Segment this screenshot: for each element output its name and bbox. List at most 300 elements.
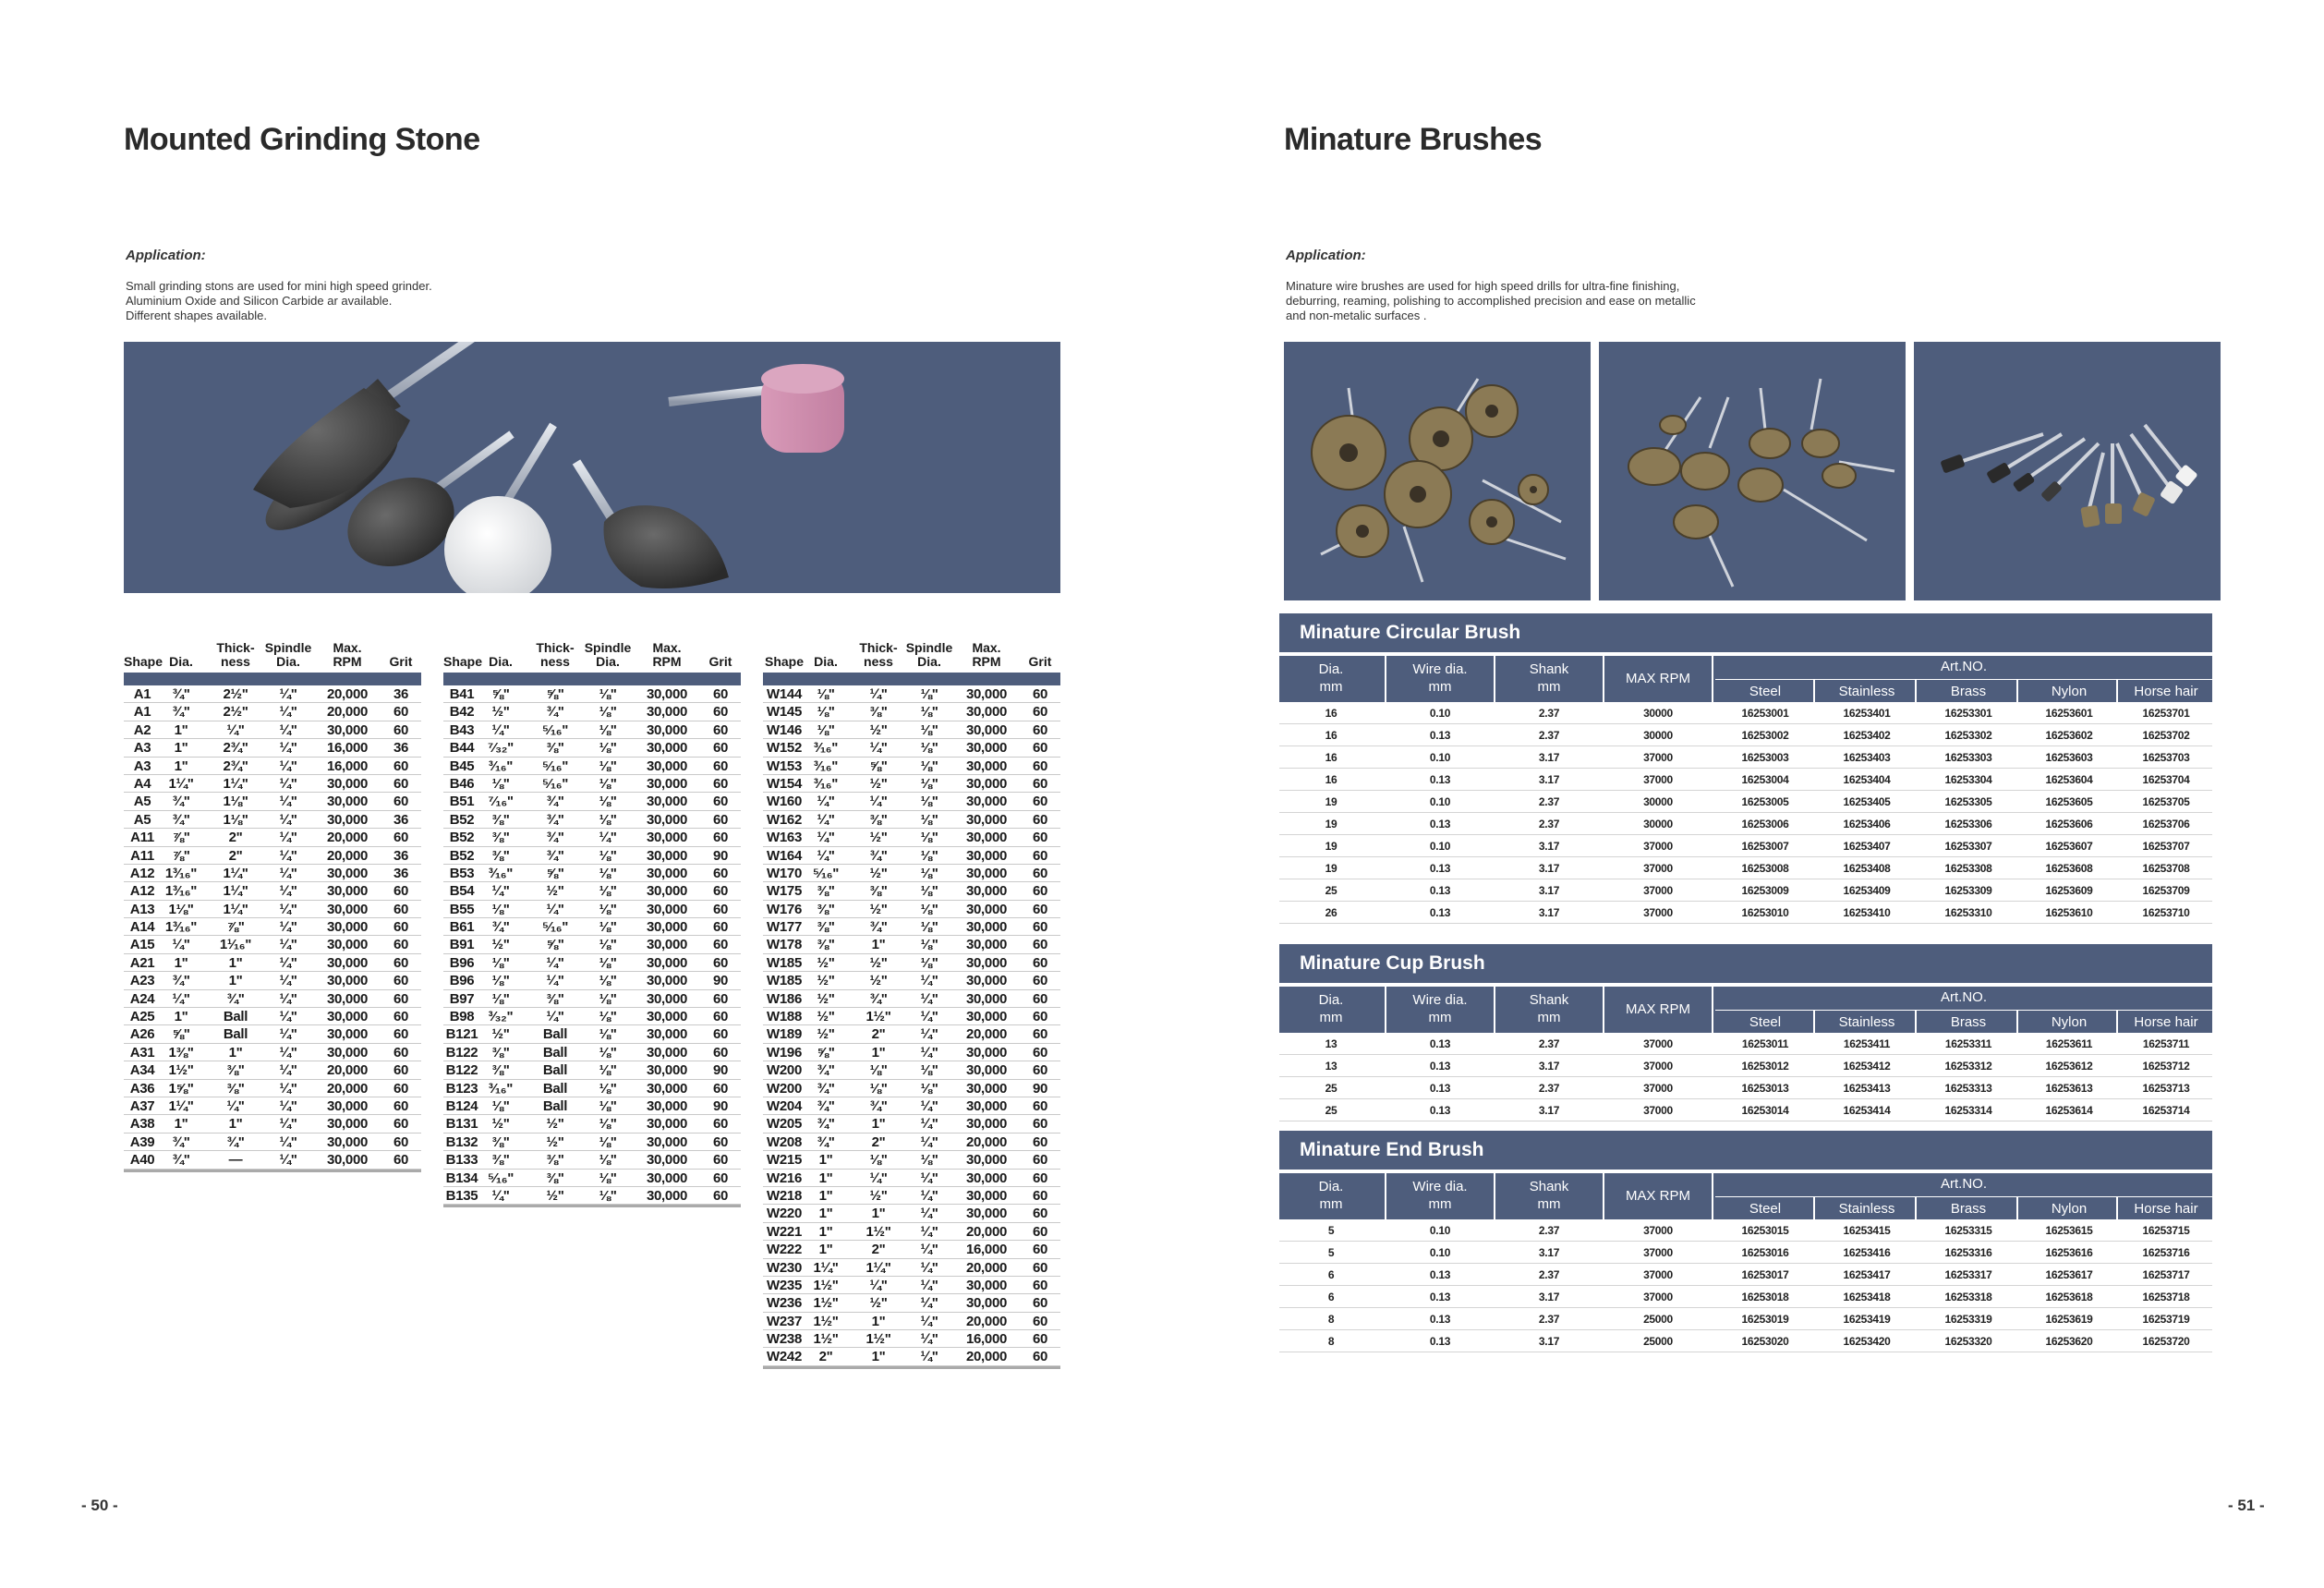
cell-dia: 19 [1325,795,1338,808]
col-rpm [959,641,1014,669]
cell-wire-dia: 0.13 [1429,1268,1451,1281]
cell-steel: 16253015 [1741,1224,1789,1237]
cell-spindle-dia: ⅛" [599,901,617,917]
header-divider [1715,1010,2212,1011]
cell-max-rpm: 30,000 [965,1170,1008,1186]
cell-grit: 60 [393,1009,409,1025]
cell-grit: 60 [393,1062,409,1079]
cell-grit: 60 [1032,811,1048,828]
cell-dia: ¾" [817,1097,835,1114]
cell-spindle-dia: ¼" [279,973,297,989]
circular-brush-section [1279,613,2212,924]
cell-dia: ¾" [817,1116,835,1133]
cell-shape: A2 [133,721,151,738]
table-row [763,811,1060,829]
section-title: Minature End Brush [1279,1131,2212,1170]
cell-nylon: 16253601 [2045,707,2093,720]
cell-thickness: ¼" [546,1009,564,1025]
cell-max-rpm: 30,000 [965,740,1008,757]
cell-shape: A12 [129,865,155,881]
cell-grit: 60 [1032,954,1048,971]
header-divider [1915,1196,1917,1219]
cell-thickness: ¼" [546,954,564,971]
cell-dia: ½" [491,1116,510,1133]
cell-dia: 1" [174,1116,188,1133]
cell-max-rpm: 37000 [1643,1246,1673,1259]
cell-grit: 60 [1032,1026,1048,1043]
cell-dia: 16 [1325,729,1338,742]
header-shank2: mm [1537,1196,1561,1212]
cell-dia: 1½" [813,1277,839,1293]
cell-spindle-dia: ¼" [279,1152,297,1169]
header-steel: Steel [1749,1014,1782,1030]
table-row [763,990,1060,1008]
table-row [443,811,741,829]
table-row [763,739,1060,757]
cell-grit: 60 [1032,1044,1048,1061]
cell-stainless: 16253409 [1843,884,1891,897]
cell-spindle-dia: ⅛" [599,919,617,936]
cell-spindle-dia: ⅛" [599,1170,617,1186]
cell-max-rpm: 30,000 [646,1009,688,1025]
cell-grit: 60 [1032,1152,1048,1169]
cell-dia: 8 [1327,1335,1335,1348]
cell-spindle-dia: ¼" [279,740,297,757]
header-shank1: Shank [1529,1179,1569,1194]
cell-dia: ¾" [817,1133,835,1150]
cell-shape: W205 [767,1116,802,1133]
cell-thickness: 1⅛" [223,811,248,828]
cell-nylon: 16253609 [2045,884,2093,897]
table-row [763,1044,1060,1061]
cell-thickness: ¾" [869,990,888,1007]
grinding-table-a-series [124,632,421,1172]
cell-max-rpm: 30,000 [326,954,369,971]
cell-shape: W237 [767,1313,802,1329]
cell-max-rpm: 30,000 [965,1062,1008,1079]
cell-thickness: 1" [871,1116,886,1133]
cell-dia: ¼" [491,721,510,738]
cell-max-rpm: 30,000 [646,937,688,953]
cell-shape: B135 [445,1187,478,1204]
table-row [763,1294,1060,1312]
table-row [443,1097,741,1115]
header-brass: Brass [1950,684,1987,699]
cell-dia: 25 [1325,884,1338,897]
cell-shank: 2.37 [1538,795,1560,808]
cell-max-rpm: 30,000 [965,1097,1008,1114]
cell-thickness: 1¼" [223,901,248,917]
cell-thickness: ½" [869,721,888,738]
cell-brass: 16253309 [1944,884,1992,897]
table-row [763,721,1060,739]
cell-dia: 1⅜" [168,1044,194,1061]
cell-steel: 16253010 [1741,906,1789,919]
cell-thickness: 1" [871,1313,886,1329]
cell-thickness: ⅜" [869,704,888,721]
cell-stainless: 16253408 [1843,862,1891,875]
cell-dia: ⅜" [491,847,510,864]
cell-dia: ¼" [817,811,835,828]
cell-shape: W177 [767,919,802,936]
cell-dia: 1" [174,758,188,774]
col-shape: Shape [764,654,804,669]
cell-dia: 16 [1325,751,1338,764]
cell-max-rpm: 30,000 [965,973,1008,989]
cell-stainless: 16253401 [1843,707,1891,720]
header-divider [1385,1173,1386,1219]
header-divider [2116,1196,2118,1219]
cell-nylon: 16253612 [2045,1060,2093,1073]
cell-spindle-dia: ⅛" [920,1062,938,1079]
table-row [763,1170,1060,1187]
header-band [763,673,1060,685]
table-header [124,632,421,671]
cell-spindle-dia: ¼" [279,901,297,917]
cell-grit: 60 [393,1044,409,1061]
table-row [763,1223,1060,1241]
col-dia: Dia. [489,654,513,669]
cell-dia: ⅞" [172,830,190,846]
cell-nylon: 16253611 [2045,1037,2093,1050]
cell-dia: 1½" [813,1313,839,1329]
cell-grit: 60 [393,758,409,774]
cell-grit: 60 [393,1026,409,1043]
cell-spindle-dia: ⅛" [599,1097,617,1114]
cell-shape: W189 [767,1026,802,1043]
table-row [124,1044,421,1061]
cell-shape: B97 [449,990,475,1007]
header-divider [1385,656,1386,702]
cell-brass: 16253316 [1944,1246,1992,1259]
header-dia1: Dia. [1318,1179,1344,1194]
cell-max-rpm: 30,000 [965,758,1008,774]
cell-spindle-dia: ⅛" [920,901,938,917]
cell-max-rpm: 30,000 [646,919,688,936]
cell-shape: W188 [767,1009,802,1025]
cell-grit: 60 [393,883,409,900]
cell-grit: 60 [393,954,409,971]
cell-steel: 16253013 [1741,1082,1789,1095]
cell-thickness: ½" [869,1187,888,1204]
cell-spindle-dia: ⅛" [599,937,617,953]
cell-spindle-dia: ¼" [279,1080,297,1097]
table-row [443,1170,741,1187]
table-row [443,685,741,703]
header-brass: Brass [1950,1014,1987,1030]
cell-thickness: ¼" [546,973,564,989]
cell-shape: B132 [445,1133,478,1150]
cell-max-rpm: 30,000 [646,1152,688,1169]
cell-stainless: 16253416 [1843,1246,1891,1259]
cell-thickness: ½" [546,1187,564,1204]
cell-shape: W216 [767,1170,802,1186]
cell-max-rpm: 20,000 [326,686,369,702]
cell-thickness: 1" [228,1044,243,1061]
table-row [763,865,1060,882]
cell-dia: 1" [174,721,188,738]
cell-dia: ½" [817,1026,835,1043]
cell-steel: 16253009 [1741,884,1789,897]
table-row [443,1133,741,1151]
cell-thickness: ⅝" [546,865,564,881]
cell-thickness: 1" [871,937,886,953]
col-thickness-line2: ness [221,654,250,669]
table-row [763,1008,1060,1025]
cell-dia: ³⁄₁₆" [813,758,839,774]
page-number-right: - 51 - [2228,1497,2265,1514]
header-wire1: Wire dia. [1412,1179,1468,1194]
cell-max-rpm: 30,000 [965,954,1008,971]
cell-grit: 60 [712,740,729,757]
cell-shape: A1 [133,704,151,721]
header-dia2: mm [1319,1196,1343,1212]
cell-brass: 16253318 [1944,1291,1992,1303]
cell-grit: 60 [393,1097,409,1114]
cell-steel: 16253016 [1741,1246,1789,1259]
cell-max-rpm: 37000 [1643,862,1673,875]
cell-spindle-dia: ⅛" [599,794,617,810]
cell-thickness: Ball [542,1044,568,1061]
cell-dia: ¾" [172,794,190,810]
header-stainless: Stainless [1838,1014,1895,1030]
table-row [124,829,421,846]
table-bottom-rule [124,1170,421,1172]
cell-shape: A11 [130,830,154,846]
table-row [124,721,421,739]
table-row [443,1044,741,1061]
col-rpm-line2: RPM [333,654,362,669]
cell-stainless: 16253411 [1843,1037,1891,1050]
header-divider [2116,1010,2118,1033]
cell-dia: ⅛" [491,954,510,971]
cell-shank: 3.17 [1538,862,1560,875]
table-row [763,1187,1060,1205]
cell-shape: W185 [767,954,802,971]
cell-nylon: 16253613 [2045,1082,2093,1095]
cell-grit: 60 [393,704,409,721]
cell-dia: ⅛" [491,990,510,1007]
cell-dia: 1¼" [168,775,194,792]
cell-dia: 5 [1327,1224,1335,1237]
header-wire2: mm [1428,1196,1452,1212]
cell-steel: 16253017 [1741,1268,1789,1281]
col-thickness-line1: Thick- [859,640,898,655]
cell-spindle-dia: ¼" [279,1009,297,1025]
cell-shank: 3.17 [1538,840,1560,853]
table-row [443,1061,741,1079]
cell-horse-hair: 16253704 [2142,773,2190,786]
table-row [443,1115,741,1133]
cell-dia: ⅜" [491,1133,510,1150]
cell-shank: 3.17 [1538,1335,1560,1348]
cell-spindle-dia: ¼" [279,1062,297,1079]
cell-shape: B91 [449,937,475,953]
cell-max-rpm: 30,000 [326,775,369,792]
end-brush-photo [1914,342,2221,600]
cell-nylon: 16253620 [2045,1335,2093,1348]
cell-dia: ⅜" [491,1152,510,1169]
cell-shape: B133 [445,1152,478,1169]
cell-thickness: ⅛" [869,1080,888,1097]
cell-shape: B96 [449,954,475,971]
application-line: Small grinding stons are used for mini high speed grinder. [126,279,432,293]
cell-max-rpm: 30,000 [965,1277,1008,1293]
table-row [763,918,1060,936]
cell-wire-dia: 0.10 [1429,707,1451,720]
cell-spindle-dia: ¼" [920,973,938,989]
cell-grit: 60 [1032,1242,1048,1258]
table-body [763,685,1060,1366]
table-row [124,882,421,900]
cell-dia: ⅞" [172,847,190,864]
cell-grit: 60 [1032,740,1048,757]
cell-thickness: ⅜" [869,811,888,828]
col-grit: Grit [389,654,413,669]
table-row [443,936,741,953]
cell-steel: 16253005 [1741,795,1789,808]
cell-dia: ⅝" [172,1026,190,1043]
table-row [443,1025,741,1043]
table-row [1279,1033,2212,1055]
cell-thickness: ¼" [226,1097,245,1114]
cell-shape: A1 [133,686,151,702]
grinding-table-b-series [443,632,741,1207]
cell-spindle-dia: ⅛" [599,1187,617,1204]
cell-spindle-dia: ¼" [279,704,297,721]
cell-brass: 16253317 [1944,1268,1992,1281]
header-brass: Brass [1950,1201,1987,1217]
cell-nylon: 16253602 [2045,729,2093,742]
cell-grit: 60 [712,990,729,1007]
cell-grit: 60 [712,865,729,881]
table-row [443,901,741,918]
cell-nylon: 16253605 [2045,795,2093,808]
cell-thickness: 1¼" [223,865,248,881]
cell-dia: ½" [817,1009,835,1025]
cell-max-rpm: 20,000 [965,1313,1008,1329]
table-row [124,918,421,936]
cell-shank: 3.17 [1538,751,1560,764]
cell-nylon: 16253615 [2045,1224,2093,1237]
header-divider [1813,679,1815,702]
cell-thickness: ⅜" [226,1080,245,1097]
cell-max-rpm: 30,000 [965,1044,1008,1061]
cell-shape: W144 [767,686,802,702]
cell-grit: 60 [393,1080,409,1097]
table-row [763,793,1060,810]
cell-shape: A3 [133,758,151,774]
cell-max-rpm: 30,000 [965,811,1008,828]
cell-max-rpm: 20,000 [326,704,369,721]
cell-thickness: ¾" [869,847,888,864]
cell-dia: 1" [818,1242,833,1258]
cell-shape: W222 [767,1242,802,1258]
cell-nylon: 16253618 [2045,1291,2093,1303]
cell-shape: B46 [449,775,475,792]
cell-dia: 1" [818,1170,833,1186]
cell-shape: A34 [129,1062,155,1079]
col-thickness-line2: ness [864,654,893,669]
cell-spindle-dia: ⅛" [599,775,617,792]
cell-shank: 3.17 [1538,1291,1560,1303]
cell-max-rpm: 30,000 [326,1044,369,1061]
cell-stainless: 16253404 [1843,773,1891,786]
cell-shape: A31 [129,1044,155,1061]
table-row [443,829,741,846]
cell-shape: W175 [767,883,802,900]
cell-spindle-dia: ⅛" [920,794,938,810]
cell-grit: 60 [1032,1331,1048,1348]
cell-max-rpm: 30,000 [646,686,688,702]
cell-grit: 60 [712,1009,729,1025]
page-number-left: - 50 - [81,1497,118,1514]
table-row [1279,791,2212,813]
table-row [443,990,741,1008]
cell-thickness: 2" [871,1133,886,1150]
cell-dia: ¼" [491,883,510,900]
table-row [124,775,421,793]
cell-max-rpm: 30,000 [646,740,688,757]
col-spindle-line2: Dia. [917,654,941,669]
cell-dia: ⁵⁄₁₆" [812,865,840,881]
cell-wire-dia: 0.13 [1429,862,1451,875]
cell-dia: ⅜" [491,1044,510,1061]
cell-spindle-dia: ⅛" [920,704,938,721]
cell-spindle-dia: ⅛" [599,865,617,881]
cell-spindle-dia: ⅛" [920,758,938,774]
cell-grit: 60 [393,775,409,792]
cell-max-rpm: 20,000 [326,1062,369,1079]
cell-max-rpm: 30,000 [646,973,688,989]
application-line: Aluminium Oxide and Silicon Carbide ar available. [126,294,393,308]
cell-thickness: ⁵⁄₁₆" [541,758,569,774]
cell-spindle-dia: ⅛" [920,883,938,900]
cell-max-rpm: 30,000 [326,1009,369,1025]
cell-grit: 60 [712,686,729,702]
cell-shape: A13 [129,901,155,917]
header-dia2: mm [1319,679,1343,695]
cell-spindle-dia: ¼" [279,830,297,846]
cell-horse-hair: 16253703 [2142,751,2190,764]
cell-spindle-dia: ¼" [279,1097,297,1114]
cell-dia: ⅛" [491,1097,510,1114]
cell-nylon: 16253614 [2045,1104,2093,1117]
cell-brass: 16253319 [1944,1313,1992,1326]
table-row [763,1025,1060,1043]
cell-dia: 1³⁄₁₆" [164,883,198,900]
table-row [124,1151,421,1169]
cell-grit: 60 [1032,1313,1048,1329]
cell-max-rpm: 20,000 [326,1080,369,1097]
cell-max-rpm: 37000 [1643,1082,1673,1095]
cell-stainless: 16253413 [1843,1082,1891,1095]
cell-grit: 60 [393,973,409,989]
table-row [124,1025,421,1043]
cell-spindle-dia: ⅛" [920,775,938,792]
header-divider [2016,679,2018,702]
cell-thickness: Ball [542,1026,568,1043]
cell-max-rpm: 30,000 [646,1080,688,1097]
cell-grit: 36 [393,740,409,757]
cell-grit: 60 [393,901,409,917]
application-line: Different shapes available. [126,309,267,322]
cell-shank: 2.37 [1538,729,1560,742]
cell-thickness: Ball [542,1062,568,1079]
cell-max-rpm: 30,000 [646,775,688,792]
cell-grit: 60 [712,775,729,792]
cell-grit: 90 [712,1062,729,1079]
